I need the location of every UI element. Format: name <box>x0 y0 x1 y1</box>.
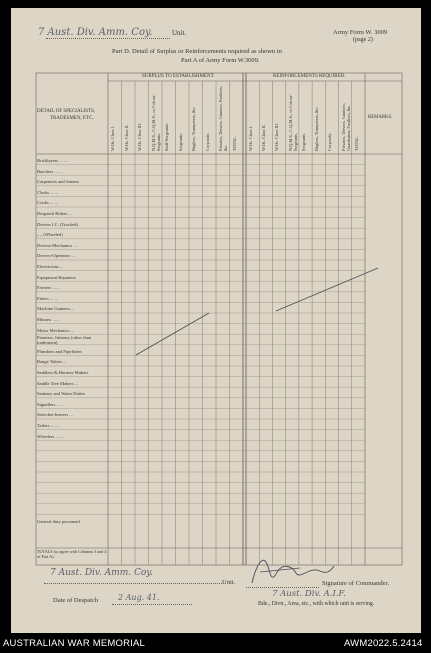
table-row-label: Clerks ... ... <box>37 189 59 195</box>
table-row-label: Drivers I.C. (Tracked) <box>37 221 78 227</box>
date-label: Date of Despatch <box>53 597 99 604</box>
table-row-label: Range Takers ... <box>37 359 67 365</box>
reinforcement-col-header: Corporals. <box>327 132 333 151</box>
surplus-col-header: W.Os. Class II. <box>123 124 129 151</box>
table-row-label: Stretcher-bearers ... <box>37 412 73 418</box>
reinforcement-col-header: W.Os. Class II. <box>261 124 267 151</box>
date-handwritten: 2 Aug. 41. <box>118 593 160 602</box>
table-row-label: Farriers ... ... <box>37 285 61 291</box>
table-row-label: Machine Gunners ... <box>37 306 75 312</box>
unit-handwritten: 7 Aust. Div. Amm. Coy. <box>38 27 153 38</box>
surplus-col-header: N.Q.M.S., C.Q.M.S., or Colour-Sergeants. <box>150 94 161 151</box>
table-row-label: Motor Mechanics ... <box>37 327 75 333</box>
table-row-label: Masons ... ... <box>37 317 61 322</box>
surplus-col-header: Buglers, Trumpeters, &c. <box>191 106 196 151</box>
table-row-label: „ „ (Wheeled) <box>37 232 63 238</box>
surplus-col-header: Staff-Sergeants. <box>164 122 169 151</box>
footer-unit-label: Unit. <box>222 579 236 586</box>
table-row-label: Drivers-Mechanics ... <box>37 242 77 248</box>
table-row-label: Butchers ... ... <box>37 168 63 174</box>
surplus-col-header: Corporals. <box>204 132 210 151</box>
table-row-label: Drivers-Operators ... <box>37 253 76 259</box>
form-page: (page 2) <box>353 37 373 43</box>
form-number: Army Form W. 3009 <box>333 29 388 36</box>
table-row-label: Saddle Tree Makers ... <box>37 380 79 386</box>
footer-unit-handwritten: 7 Aust. Div. Amm. Coy. <box>50 568 154 578</box>
part-title-line2: Part A of Army Form W.3009. <box>181 57 260 64</box>
caption-accession: AWM2022.5.2414 <box>344 638 423 649</box>
reinforcement-col-header: W.Os. Class I. <box>248 125 253 151</box>
surplus-col-header: TOTAL. <box>231 135 237 151</box>
reinforcement-col-header: W.Os. Class III. <box>274 122 280 151</box>
unit-label: Unit. <box>172 29 187 37</box>
formation-handwritten: 7 Aust. Div. A.I.F. <box>272 589 346 599</box>
table-row-label: Fitters ... ... <box>37 295 58 301</box>
table-row-label: Cooks ... ... <box>37 200 58 206</box>
table-row-label: Tailors ... ... <box>37 423 59 428</box>
table-row-label: Despatch Riders ... <box>37 211 72 216</box>
reinforcement-col-header: Sergeants. <box>300 132 306 151</box>
general-duty-label: General duty personnel <box>37 519 80 524</box>
caption-institution: AUSTRALIAN WAR MEMORIAL <box>3 638 146 649</box>
table-row-label: Saddlers & Harness Makers <box>37 370 89 375</box>
table-row-label: Plumbers and Pipefitters <box>37 348 83 354</box>
reinforcement-col-header: N.Q.M.S., C.Q.M.S., or Colour-Sergeants. <box>287 94 298 151</box>
reinforcements-header: REINFORCEMENTS REQUIRED. <box>273 74 346 79</box>
reinforcement-col-header: TOTAL. <box>353 135 359 151</box>
surplus-col-header: W.Os. Class I. <box>110 125 115 151</box>
table-row-label: Sanitary and Water Duties <box>37 391 86 397</box>
table-row-label: Wheelers ... ... <box>37 433 64 439</box>
surplus-col-header: Sergeants. <box>177 132 183 151</box>
table-row-label: Carpenters and Joiners <box>37 179 79 185</box>
reinforcement-col-header: Privates, Drivers, Gunners, Guardsmen, Fusiliers, &c. <box>340 103 351 151</box>
surplus-col-header: Privates, Drivers, Gunners, Fusiliers, &c. <box>218 86 228 151</box>
table-row-label: Bricklayers ... ... <box>37 158 68 163</box>
surplus-col-header: W.Os. Class III. <box>137 122 142 151</box>
remarks-header: REMARKS. <box>368 115 393 120</box>
table-row-label: Equipment Repairers <box>37 274 76 280</box>
part-title-line1: Part D. Detail of Surplus or Reinforcements required as shown in <box>112 48 282 55</box>
table-row-label: Electricians ... <box>37 264 64 269</box>
totals-label: TOTALS (to agree with Columns 3 and 4 of Part A). <box>37 549 107 559</box>
table-row-label: Pioneers, Infantry (other than tradesmen) <box>37 335 92 345</box>
first-col-header-1: DETAIL OF SPECIALISTS, <box>37 109 96 114</box>
first-col-header-2: TRADESMEN, ETC. <box>50 116 94 121</box>
caption-bar <box>0 634 431 653</box>
reinforcement-col-header: Buglers, Trumpeters, &c. <box>314 106 320 151</box>
signature-label: Signature of Commander. <box>322 580 389 587</box>
table-row-label: Signallers ... ... <box>37 401 65 407</box>
formation-label: Bde., Divn., Area, etc., with which unit is serving. <box>258 601 375 607</box>
surplus-header: SURPLUS TO ESTABLISHMENT. <box>142 74 215 79</box>
